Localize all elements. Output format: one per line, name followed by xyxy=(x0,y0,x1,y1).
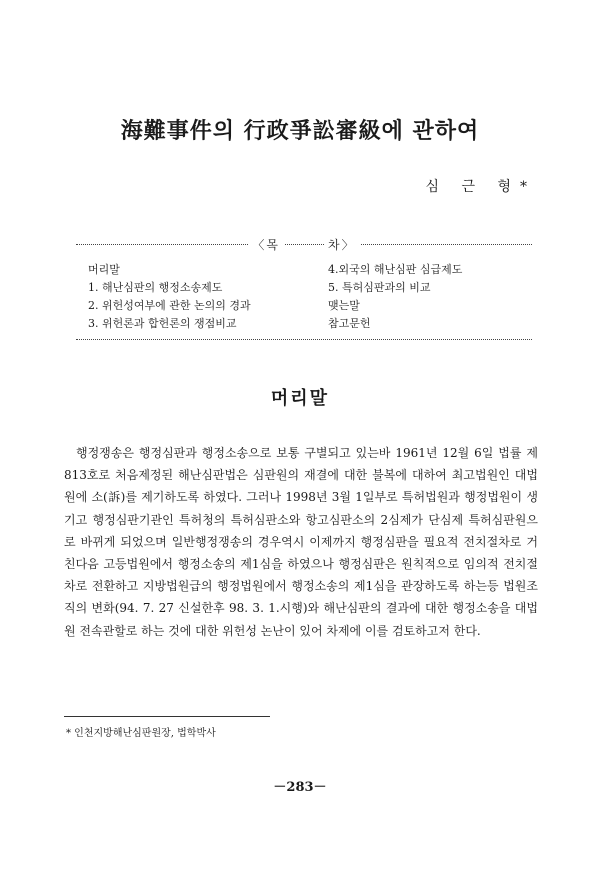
author-name: 심 근 형* xyxy=(425,179,536,195)
toc-item: 2. 위헌성여부에 관한 논의의 경과 xyxy=(88,299,251,312)
toc-item: 1. 해난심판의 행정소송제도 xyxy=(88,281,223,294)
toc-right-column xyxy=(328,261,462,333)
toc-item: 맺는말 xyxy=(328,299,360,312)
toc-heading-right: 차〉 xyxy=(324,238,360,252)
paper-title: 海難事件의 行政爭訟審級에 관하여 xyxy=(120,118,480,144)
table-of-contents xyxy=(76,238,532,340)
toc-heading xyxy=(76,236,532,253)
toc-item: 머리말 xyxy=(88,263,120,276)
toc-item: 참고문헌 xyxy=(328,317,371,330)
toc-heading-left: 〈목 xyxy=(248,238,284,252)
toc-left-column xyxy=(88,261,251,333)
toc-item: 3. 위헌론과 합헌론의 쟁점비교 xyxy=(88,317,237,330)
footnote-divider xyxy=(64,716,270,717)
toc-item: 5. 특허심판과의 비교 xyxy=(328,281,431,294)
page-number: －283－ xyxy=(273,780,327,795)
toc-item: 4.외국의 해난심판 심급제도 xyxy=(328,263,463,276)
body-paragraph: 행정쟁송은 행정심판과 행정소송으로 보통 구별되고 있는바 1961년 12월 6일 법률 제813호로 처음제정된 해난심판법은 심판원의 재결에 대한 불복에 대하여 최고법원인 대법원에 소(訴)를 제기하도록 하였다. 그러나 1998년 3월 1일부로 특허법원과 행정법원이 생기고 행정심판기관인 특허청의 특허심판소와 항고심판소의 2심제가 단심제 특허심판원으로 바뀌게 되었으며 일반행정쟁송의 경우역시 이제까지 행정심판을 필요적 전치절차로 거친다음 고등법원에서 행정소송의 제1심을 하였으나 행정심판은 원칙적으로 임의적 전치절차로 전환하고 지방법원급의 행정법원에서 행정소송의 제1심을 관장하도록 하는등 법원조직의 변화(94. 7. 27 신설한후 98. 3. 1.시행)와 해난심판의 결과에 대한 행정소송을 대법원 전속관할로 하는 것에 대한 위헌성 논난이 있어 차제에 이를 검토하고저 한다. xyxy=(64,446,538,638)
footnote: * 인천지방해난심판원장, 법학박사 xyxy=(66,728,216,739)
section-title: 머리말 xyxy=(270,388,330,409)
